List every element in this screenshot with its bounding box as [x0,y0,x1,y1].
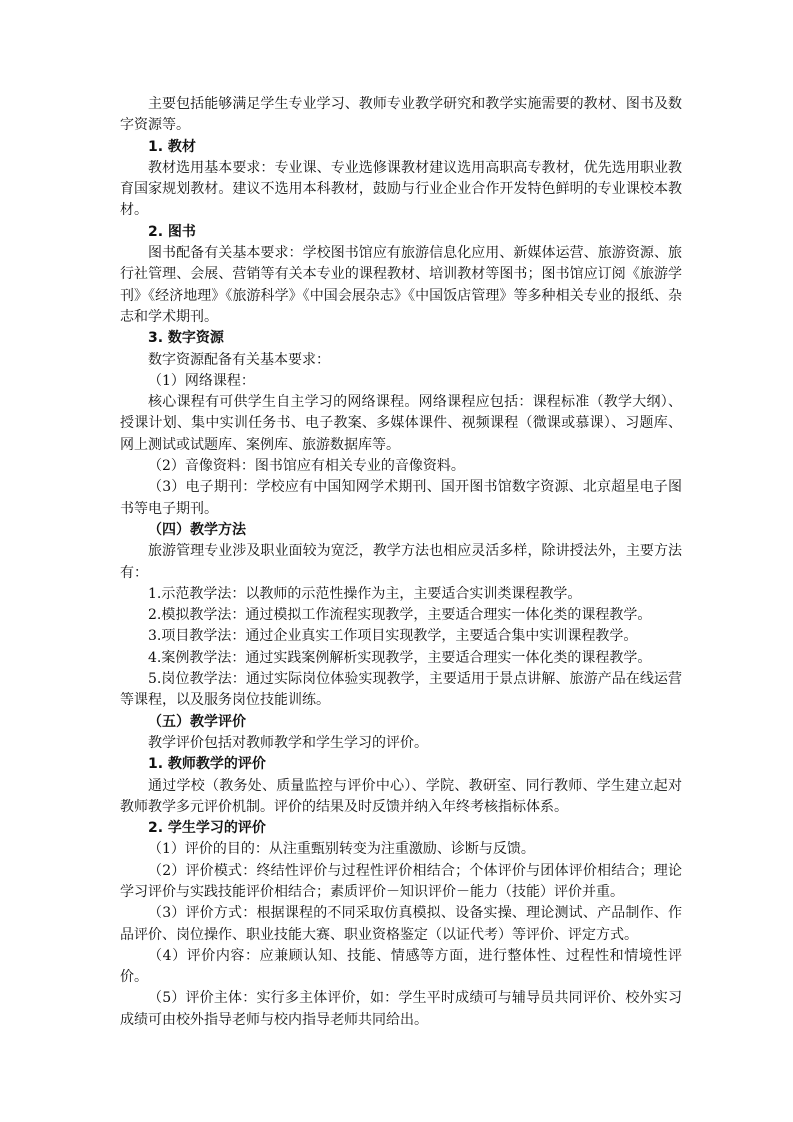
paragraph: 数字资源配备有关基本要求： [148,351,330,368]
document-page [120,94,682,1031]
list-item: 2.模拟教学法：通过模拟工作流程实现教学，主要适合理实一体化类的课程教学。 [148,607,652,624]
section-heading: 3. 数字资源 [148,330,224,347]
section-heading: 1. 教师教学的评价 [148,756,266,773]
list-item: （1）评价的目的：从注重甄别转变为注重激励、诊断与反馈。 [148,841,535,858]
list-item: 5.岗位教学法：通过实际岗位体验实现教学，主要适用于景点讲解、旅游产品在线运营等课程，以及服务岗位技能训练。 [120,671,682,709]
section-heading: 2. 图书 [148,223,196,240]
section-heading: （五）教学评价 [148,713,246,730]
section-heading: （四）教学方法 [148,521,246,538]
list-item: （4）评价内容：应兼顾认知、技能、情感等方面，进行整体性、过程性和情境性评价。 [120,947,682,986]
paragraph: 通过学校（教务处、质量监控与评价中心）、学院、教研室、同行教师、学生建立起对教师教学多元评价机制。评价的结果及时反馈并纳入年终考核指标体系。 [120,777,682,815]
list-item: （1）网络课程： [148,372,255,389]
list-item: （2）音像资料：图书馆应有相关专业的音像资料。 [148,458,465,475]
list-item: （5）评价主体：实行多主体评价，如：学生平时成绩可与辅导员共同评价、校外实习成绩可由校外指导老师与校内指导老师共同给出。 [120,990,682,1028]
paragraph: 教材选用基本要求：专业课、专业选修课教材建议选用高职高专教材，优先选用职业教育国家规划教材。建议不选用本科教材，鼓励与行业企业合作开发特色鲜明的专业课校本教材。 [120,159,682,219]
list-item: （2）评价模式：终结性评价与过程性评价相结合；个体评价与团体评价相结合；理论学习评价与实践技能评价相结合；素质评价－知识评价－能力（技能）评价并重。 [120,862,682,900]
paragraph: 教学评价包括对教师教学和学生学习的评价。 [148,734,428,751]
paragraph: 核心课程有可供学生自主学习的网络课程。网络课程应包括：课程标准（教学大纲）、授课计划、集中实训任务书、电子教案、多媒体课件、视频课程（微课或慕课）、习题库、网上测试或试题库、案例库、旅游数据库等。 [120,394,682,453]
section-heading: 2. 学生学习的评价 [148,820,266,837]
list-item: （3）评价方式：根据课程的不同采取仿真模拟、设备实操、理论测试、产品制作、作品评价、岗位操作、职业技能大赛、职业资格鉴定（以证代考）等评价、评定方式。 [120,905,682,943]
paragraph: 主要包括能够满足学生专业学习、教师专业教学研究和教学实施需要的教材、图书及数字资源等。 [120,96,682,134]
list-item: （3）电子期刊：学校应有中国知网学术期刊、国开图书馆数字资源、北京超星电子图书等电子期刊。 [120,479,682,517]
paragraph: 旅游管理专业涉及职业面较为宽泛，教学方法也相应灵活多样，除讲授法外，主要方法有： [120,543,682,581]
list-item: 4.案例教学法：通过实践案例解析实现教学，主要适合理实一体化类的课程教学。 [148,649,652,666]
list-item: 1.示范教学法：以教师的示范性操作为主，主要适合实训类课程教学。 [148,585,582,602]
list-item: 3.项目教学法：通过企业真实工作项目实现教学，主要适合集中实训课程教学。 [148,628,638,645]
section-heading: 1. 教材 [148,138,196,155]
paragraph: 图书配备有关基本要求：学校图书馆应有旅游信息化应用、新媒体运营、旅游资源、旅行社管理、会展、营销等有关本专业的课程教材、培训教材等图书；图书馆应订阅《旅游学刊》《经济地理》《旅游科学》《中国会展杂志》《中国饭店管理》等多种相关专业的报纸、杂志和学术期刊。 [120,245,682,325]
